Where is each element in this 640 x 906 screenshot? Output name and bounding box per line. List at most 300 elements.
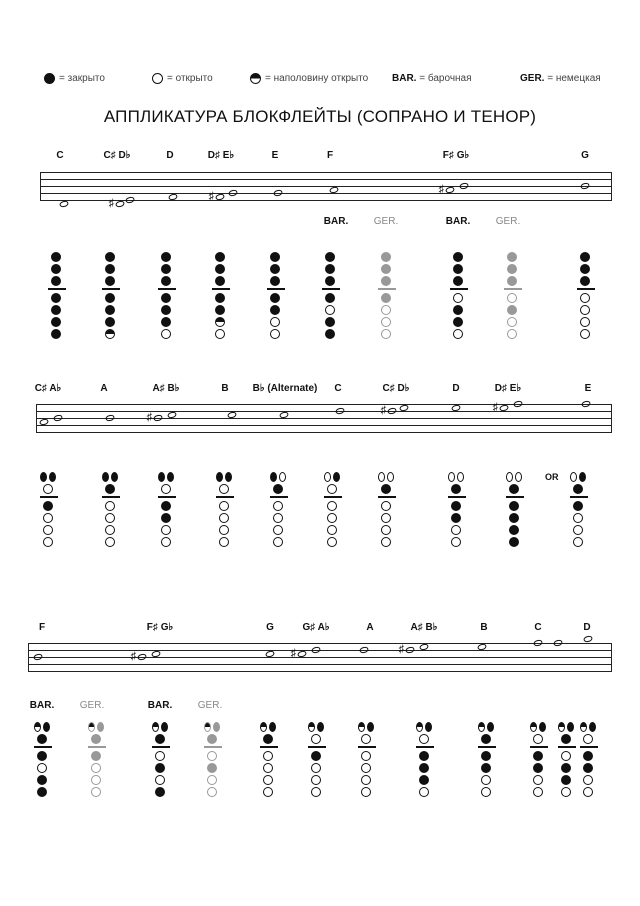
open-hole-icon	[161, 484, 171, 494]
closed-hole-icon	[270, 264, 280, 274]
note-label: F♯ G♭	[146, 622, 174, 633]
hand-divider	[88, 746, 106, 748]
open-hole-icon	[161, 537, 171, 547]
staff-line	[36, 411, 612, 412]
closed-hole-icon	[539, 722, 546, 732]
note-label: B	[221, 383, 229, 394]
closed-hole-icon	[263, 734, 273, 744]
closed-hole-icon	[317, 722, 324, 732]
sharp-icon: ♯	[380, 404, 386, 417]
note-label: C	[334, 383, 342, 394]
closed-hole-icon	[216, 472, 223, 482]
hand-divider	[102, 496, 120, 498]
closed-hole-icon	[325, 293, 335, 303]
note-label: G	[266, 622, 274, 633]
hand-divider	[158, 288, 176, 290]
legend-ger-text: = немецкая	[547, 72, 601, 84]
hand-divider	[448, 496, 466, 498]
open-hole-icon	[381, 525, 391, 535]
open-hole-icon	[507, 317, 517, 327]
open-hole-icon	[507, 293, 517, 303]
open-hole-icon	[583, 775, 593, 785]
sharp-icon: ♯	[208, 190, 214, 203]
closed-hole-icon	[487, 722, 494, 732]
fingering-diagram	[102, 252, 118, 341]
note-label: D	[583, 622, 591, 633]
open-hole-icon	[561, 787, 571, 797]
half-hole-icon	[105, 329, 115, 339]
hand-divider	[158, 496, 176, 498]
closed-hole-icon	[381, 276, 391, 286]
closed-hole-icon	[589, 722, 596, 732]
note-label: G	[581, 150, 589, 161]
sharp-icon: ♯	[130, 650, 136, 663]
note-head	[53, 414, 63, 422]
staff-line	[28, 671, 612, 672]
closed-hole-icon	[91, 734, 101, 744]
open-hole-icon	[263, 787, 273, 797]
hand-divider	[152, 746, 170, 748]
closed-hole-icon	[453, 305, 463, 315]
closed-hole-icon	[270, 252, 280, 262]
sharp-icon: ♯	[492, 401, 498, 414]
staff-line	[40, 172, 612, 173]
open-hole-icon	[311, 763, 321, 773]
open-hole-icon	[583, 734, 593, 744]
fingering-diagram	[577, 252, 593, 341]
open-hole-icon	[361, 775, 371, 785]
note-head	[335, 407, 345, 415]
open-hole-icon	[381, 501, 391, 511]
note-label: F♯ G♭	[442, 150, 470, 161]
staff-line	[40, 193, 612, 194]
open-hole-icon	[361, 751, 371, 761]
open-hole-icon	[381, 513, 391, 523]
staff-line	[36, 432, 612, 433]
closed-hole-icon	[161, 513, 171, 523]
closed-hole-icon	[161, 305, 171, 315]
open-hole-icon	[580, 317, 590, 327]
open-hole-icon	[327, 525, 337, 535]
open-hole-icon	[219, 484, 229, 494]
open-hole-icon	[533, 787, 543, 797]
closed-hole-icon	[37, 751, 47, 761]
closed-hole-icon	[158, 472, 165, 482]
open-hole-icon	[453, 293, 463, 303]
closed-hole-icon	[580, 276, 590, 286]
closed-hole-icon	[325, 252, 335, 262]
fingering-diagram	[448, 472, 464, 549]
note-label: A	[366, 622, 374, 633]
closed-hole-icon	[507, 264, 517, 274]
legend	[0, 66, 640, 90]
open-hole-icon	[273, 537, 283, 547]
open-hole-icon	[263, 775, 273, 785]
hand-divider	[270, 496, 288, 498]
open-hole-icon	[327, 501, 337, 511]
closed-hole-icon	[509, 513, 519, 523]
hand-divider	[570, 496, 588, 498]
open-hole-icon	[207, 775, 217, 785]
closed-hole-icon	[270, 276, 280, 286]
variant-label-german: GER.	[495, 216, 521, 227]
bar-line	[611, 172, 612, 200]
open-hole-icon	[152, 73, 163, 84]
closed-hole-icon	[367, 722, 374, 732]
open-hole-icon	[378, 472, 385, 482]
closed-hole-icon	[161, 276, 171, 286]
hand-divider	[260, 746, 278, 748]
note-label: G♯ A♭	[302, 622, 330, 633]
note-head	[553, 639, 563, 647]
closed-hole-icon	[51, 317, 61, 327]
closed-hole-icon	[419, 751, 429, 761]
note-label: D	[452, 383, 460, 394]
note-label: A♯ B♭	[152, 383, 180, 394]
closed-hole-icon	[419, 775, 429, 785]
note-head	[581, 400, 591, 408]
closed-hole-icon	[425, 722, 432, 732]
note-label: D♯ E♭	[494, 383, 522, 394]
half-hole-icon	[478, 722, 485, 732]
hand-divider	[34, 746, 52, 748]
note-head	[311, 646, 321, 654]
legend-bar-key: BAR.	[392, 72, 417, 84]
closed-hole-icon	[105, 484, 115, 494]
staff-line	[40, 186, 612, 187]
open-hole-icon	[448, 472, 455, 482]
closed-hole-icon	[507, 276, 517, 286]
open-hole-icon	[457, 472, 464, 482]
legend-closed-text: = закрыто	[59, 72, 105, 84]
closed-hole-icon	[453, 252, 463, 262]
note-head	[228, 189, 238, 197]
open-hole-icon	[324, 472, 331, 482]
closed-hole-icon	[155, 734, 165, 744]
closed-hole-icon	[49, 472, 56, 482]
open-hole-icon	[91, 775, 101, 785]
closed-hole-icon	[573, 501, 583, 511]
variant-label-german: GER.	[373, 216, 399, 227]
variant-label-german: GER.	[79, 700, 105, 711]
open-hole-icon	[573, 513, 583, 523]
hand-divider	[378, 288, 396, 290]
open-hole-icon	[311, 775, 321, 785]
closed-hole-icon	[105, 264, 115, 274]
open-hole-icon	[273, 525, 283, 535]
music-staff	[40, 172, 612, 210]
hand-divider	[478, 746, 496, 748]
staff-line	[28, 657, 612, 658]
open-hole-icon	[37, 763, 47, 773]
open-hole-icon	[507, 329, 517, 339]
hand-divider	[40, 496, 58, 498]
open-hole-icon	[570, 472, 577, 482]
hand-divider	[450, 288, 468, 290]
hand-divider	[48, 288, 66, 290]
note-label: A	[100, 383, 108, 394]
note-label: B	[480, 622, 488, 633]
closed-hole-icon	[215, 293, 225, 303]
closed-hole-icon	[583, 763, 593, 773]
open-hole-icon	[481, 787, 491, 797]
fingering-diagram	[158, 472, 174, 549]
closed-hole-icon	[381, 252, 391, 262]
fingering-diagram	[416, 722, 432, 799]
open-hole-icon	[263, 751, 273, 761]
open-hole-icon	[381, 305, 391, 315]
open-hole-icon	[43, 513, 53, 523]
hand-divider	[580, 746, 598, 748]
note-head	[115, 200, 125, 208]
closed-hole-icon	[269, 722, 276, 732]
variant-label-baroque: BAR.	[323, 216, 349, 227]
open-hole-icon	[361, 787, 371, 797]
closed-hole-icon	[102, 472, 109, 482]
hand-divider	[504, 288, 522, 290]
legend-ger-key: GER.	[520, 72, 545, 84]
note-head	[583, 635, 593, 643]
note-head	[359, 646, 369, 654]
note-head	[580, 182, 590, 190]
open-hole-icon	[279, 472, 286, 482]
closed-hole-icon	[167, 472, 174, 482]
hand-divider	[267, 288, 285, 290]
hand-divider	[506, 496, 524, 498]
closed-hole-icon	[37, 734, 47, 744]
bar-line	[611, 404, 612, 432]
open-hole-icon	[91, 787, 101, 797]
half-hole-icon	[152, 722, 159, 732]
closed-hole-icon	[161, 293, 171, 303]
hand-divider	[530, 746, 548, 748]
hand-divider	[212, 288, 230, 290]
note-label: A♯ B♭	[410, 622, 438, 633]
fingering-diagram	[34, 722, 50, 799]
music-staff	[28, 643, 612, 671]
open-hole-icon	[270, 317, 280, 327]
open-hole-icon	[327, 484, 337, 494]
note-head	[405, 646, 415, 654]
closed-hole-icon	[573, 484, 583, 494]
note-head	[513, 400, 523, 408]
closed-hole-icon	[481, 751, 491, 761]
closed-hole-icon	[333, 472, 340, 482]
closed-hole-icon	[451, 501, 461, 511]
closed-hole-icon	[213, 722, 220, 732]
closed-hole-icon	[37, 775, 47, 785]
closed-hole-icon	[567, 722, 574, 732]
staff-line	[28, 643, 612, 644]
half-hole-icon	[215, 317, 225, 327]
closed-hole-icon	[105, 317, 115, 327]
variant-label-baroque: BAR.	[147, 700, 173, 711]
closed-hole-icon	[161, 264, 171, 274]
open-hole-icon	[583, 787, 593, 797]
closed-hole-icon	[51, 305, 61, 315]
closed-hole-icon	[381, 484, 391, 494]
closed-hole-icon	[105, 252, 115, 262]
half-hole-icon	[88, 722, 95, 732]
closed-hole-icon	[533, 763, 543, 773]
open-hole-icon	[91, 763, 101, 773]
staff-line	[40, 179, 612, 180]
closed-hole-icon	[105, 276, 115, 286]
closed-hole-icon	[451, 513, 461, 523]
fingering-diagram	[324, 472, 340, 549]
closed-hole-icon	[97, 722, 104, 732]
hand-divider	[322, 288, 340, 290]
open-hole-icon	[43, 484, 53, 494]
open-hole-icon	[219, 525, 229, 535]
fingering-diagram	[102, 472, 118, 549]
hand-divider	[358, 746, 376, 748]
open-hole-icon	[311, 787, 321, 797]
fingering-diagram	[450, 252, 466, 341]
open-hole-icon	[533, 734, 543, 744]
open-hole-icon	[381, 317, 391, 327]
open-hole-icon	[419, 787, 429, 797]
closed-hole-icon	[270, 472, 277, 482]
open-hole-icon	[105, 525, 115, 535]
closed-hole-icon	[451, 484, 461, 494]
closed-hole-icon	[207, 734, 217, 744]
hand-divider	[102, 288, 120, 290]
note-label: F	[38, 622, 46, 633]
open-hole-icon	[327, 537, 337, 547]
open-hole-icon	[219, 513, 229, 523]
closed-hole-icon	[161, 317, 171, 327]
closed-hole-icon	[207, 763, 217, 773]
closed-hole-icon	[509, 484, 519, 494]
open-hole-icon	[533, 775, 543, 785]
closed-hole-icon	[37, 787, 47, 797]
closed-hole-icon	[579, 472, 586, 482]
open-hole-icon	[155, 751, 165, 761]
hand-divider	[577, 288, 595, 290]
half-hole-icon	[308, 722, 315, 732]
closed-hole-icon	[481, 734, 491, 744]
open-hole-icon	[515, 472, 522, 482]
legend-bar	[392, 66, 472, 90]
fingering-diagram	[260, 722, 276, 799]
closed-hole-icon	[453, 264, 463, 274]
fingering-diagram	[204, 722, 220, 799]
closed-hole-icon	[509, 537, 519, 547]
fingering-diagram	[40, 472, 56, 549]
open-hole-icon	[155, 775, 165, 785]
music-staff	[36, 401, 612, 432]
fingering-diagram	[216, 472, 232, 549]
note-head	[153, 414, 163, 422]
open-hole-icon	[573, 537, 583, 547]
closed-hole-icon	[580, 252, 590, 262]
closed-hole-icon	[40, 472, 47, 482]
note-label: E	[271, 150, 279, 161]
half-hole-icon	[558, 722, 565, 732]
fingering-diagram	[378, 472, 394, 549]
open-hole-icon	[506, 472, 513, 482]
open-hole-icon	[387, 472, 394, 482]
open-hole-icon	[481, 775, 491, 785]
closed-hole-icon	[325, 329, 335, 339]
fingering-diagram	[158, 252, 174, 341]
fingering-diagram	[267, 252, 283, 341]
open-hole-icon	[263, 763, 273, 773]
open-hole-icon	[219, 501, 229, 511]
open-hole-icon	[270, 329, 280, 339]
fingering-diagram	[152, 722, 168, 799]
open-hole-icon	[381, 329, 391, 339]
fingering-diagram	[478, 722, 494, 799]
half-hole-icon	[580, 722, 587, 732]
variant-label-baroque: BAR.	[445, 216, 471, 227]
closed-hole-icon	[381, 293, 391, 303]
closed-hole-icon	[215, 305, 225, 315]
open-hole-icon	[361, 734, 371, 744]
closed-hole-icon	[325, 317, 335, 327]
page-title: АППЛИКАТУРА БЛОКФЛЕЙТЫ (СОПРАНО И ТЕНОР)	[103, 107, 537, 126]
open-hole-icon	[207, 787, 217, 797]
half-hole-icon	[250, 73, 261, 84]
closed-hole-icon	[507, 252, 517, 262]
open-hole-icon	[311, 734, 321, 744]
fingering-diagram	[558, 722, 574, 799]
closed-hole-icon	[533, 751, 543, 761]
fingering-diagram	[358, 722, 374, 799]
note-label: C♯ A♭	[34, 383, 62, 394]
note-head	[533, 639, 543, 647]
note-label: D♯ E♭	[207, 150, 235, 161]
fingering-diagram	[580, 722, 596, 799]
fingering-diagram	[308, 722, 324, 799]
staff-line	[36, 418, 612, 419]
note-label: D	[166, 150, 174, 161]
fingering-diagram	[322, 252, 338, 341]
closed-hole-icon	[561, 775, 571, 785]
fingering-diagram	[212, 252, 228, 341]
staff-line	[36, 404, 612, 405]
sharp-icon: ♯	[290, 647, 296, 660]
closed-hole-icon	[215, 276, 225, 286]
note-head	[273, 189, 283, 197]
note-head	[459, 182, 469, 190]
note-head	[137, 653, 147, 661]
variant-label-baroque: BAR.	[29, 700, 55, 711]
closed-hole-icon	[155, 787, 165, 797]
note-head	[59, 200, 69, 208]
open-hole-icon	[161, 525, 171, 535]
note-head	[125, 196, 135, 204]
open-hole-icon	[219, 537, 229, 547]
sharp-icon: ♯	[398, 643, 404, 656]
closed-hole-icon	[481, 763, 491, 773]
variant-label-german: GER.	[197, 700, 223, 711]
sharp-icon: ♯	[146, 411, 152, 424]
closed-hole-icon	[161, 722, 168, 732]
sharp-icon: ♯	[438, 183, 444, 196]
closed-hole-icon	[215, 252, 225, 262]
closed-hole-icon	[51, 276, 61, 286]
open-hole-icon	[451, 537, 461, 547]
legend-open-text: = открыто	[167, 72, 213, 84]
legend-half	[250, 66, 368, 90]
half-hole-icon	[358, 722, 365, 732]
open-hole-icon	[105, 501, 115, 511]
half-hole-icon	[530, 722, 537, 732]
note-label: C	[56, 150, 64, 161]
bar-line	[36, 404, 37, 432]
